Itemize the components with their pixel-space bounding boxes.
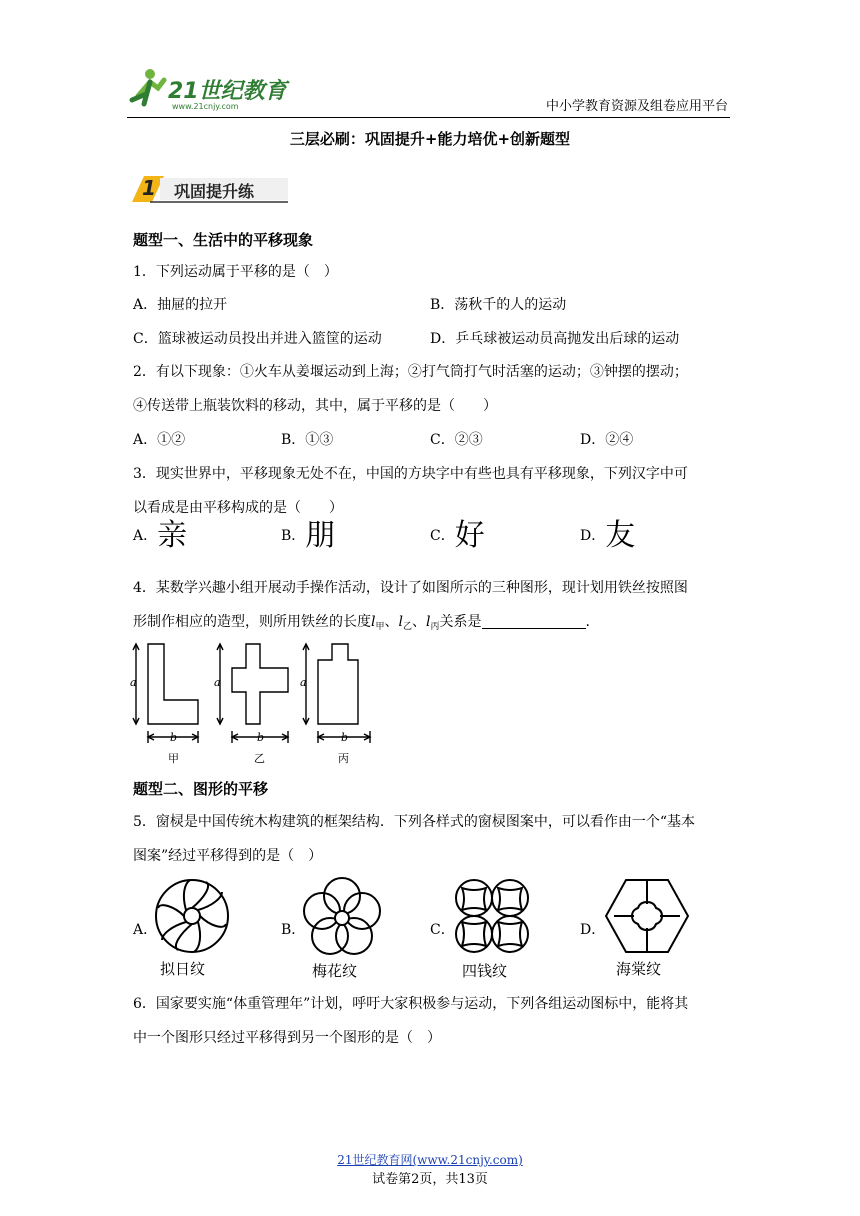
question-3-option-c	[430, 518, 485, 553]
separator: 、	[384, 614, 399, 630]
platform-name: 中小学教育资源及组卷应用平台	[545, 99, 728, 114]
banner-number: 1	[142, 176, 156, 200]
answer-blank	[482, 614, 586, 629]
plum-blossom-pattern-icon	[302, 876, 382, 956]
logo	[128, 66, 288, 116]
banner-label: 巩固提升练	[174, 182, 255, 201]
question-6-line-2: 中一个图形只经过平移得到另一个图形的是（ ）	[133, 1030, 441, 1046]
shape-bing	[318, 644, 358, 724]
question-5-option-b: B．	[281, 922, 306, 938]
caption-coins: 四钱纹	[462, 962, 508, 980]
section-title-1: 题型一、生活中的平移现象	[133, 231, 314, 249]
option-char: 好	[454, 518, 485, 553]
question-5-line-2: 图案”经过平移得到的是（ ）	[133, 848, 323, 864]
figure-label-bing: 丙	[338, 752, 349, 765]
question-4-line-1: 4．某数学兴趣小组开展动手操作活动，设计了如图所示的三种图形，现计划用铁丝按照图	[133, 580, 688, 596]
length-symbol: l	[398, 614, 403, 630]
header-divider	[127, 117, 730, 118]
subscript: 乙	[402, 622, 412, 632]
question-3-option-a	[133, 518, 188, 553]
question-4-line-2	[133, 612, 733, 637]
dimension-a-label: a	[300, 676, 307, 689]
question-5-option-a: A．	[133, 922, 158, 938]
question-5-line-1: 5．窗棂是中国传统木构建筑的框架结构．下列各样式的窗棂图案中，可以看作由一个“基本	[133, 814, 696, 830]
separator: 、	[412, 614, 426, 630]
section-banner	[130, 174, 290, 204]
logo-url: www.21cnjy.com	[172, 102, 239, 111]
question-3-option-b	[281, 518, 336, 553]
subscript: 甲	[375, 622, 385, 632]
logo-text: 21世纪教育	[168, 79, 287, 104]
question-1-option-d: D．乒乓球被运动员高抛发出后球的运动	[430, 331, 680, 347]
question-2-option-d: D．②④	[580, 432, 634, 448]
question-1-option-b: B．荡秋千的人的运动	[430, 297, 567, 313]
caption-niri: 拟日纹	[160, 960, 206, 978]
period: .	[585, 614, 590, 630]
option-char: 友	[605, 518, 636, 553]
question-4-figure	[128, 638, 388, 770]
shape-yi	[232, 644, 288, 724]
subscript: 丙	[430, 622, 440, 632]
dimension-a-label: a	[214, 676, 221, 689]
niri-pattern-icon	[152, 876, 232, 956]
question-2-line-2: ④传送带上瓶装饮料的移动，其中，属于平移的是（ ）	[133, 398, 497, 414]
question-1-option-a: A．抽屉的拉开	[133, 297, 228, 313]
question-3-line-1: 3．现实世界中，平移现象无处不在，中国的方块字中有些也具有平移现象，下列汉字中可	[133, 466, 688, 482]
length-symbol: l	[371, 614, 376, 630]
caption-begonia: 海棠纹	[616, 960, 662, 978]
option-char: 亲	[157, 518, 188, 553]
question-2-line-1: 2．有以下现象：①火车从姜堰运动到上海；②打气筒打气时活塞的运动；③钟摆的摆动；	[133, 364, 688, 380]
question-4-text: 关系是	[439, 614, 482, 630]
question-1-option-c: C．篮球被运动员投出并进入篮筐的运动	[133, 331, 382, 347]
dimension-a-label: a	[130, 676, 137, 689]
section-title-2: 题型二、图形的平移	[133, 780, 269, 798]
dimension-b-label: b	[341, 731, 349, 744]
figure-label-jia: 甲	[168, 752, 179, 765]
question-2-option-a: A．①②	[133, 432, 186, 448]
question-4-text: 形制作相应的造型，则所用铁丝的长度	[133, 614, 371, 630]
question-2-option-c: C．②③	[430, 432, 483, 448]
caption-plum: 梅花纹	[312, 962, 358, 980]
four-coins-pattern-icon	[452, 876, 532, 956]
page-number: 试卷第2页，共13页	[372, 1172, 488, 1187]
dimension-b-label: b	[170, 731, 178, 744]
option-letter: D．	[580, 528, 606, 544]
length-symbol: l	[426, 614, 431, 630]
question-1-stem: 1．下列运动属于平移的是（ ）	[133, 264, 338, 280]
question-5-option-d: D．	[580, 922, 606, 938]
question-3-option-d	[580, 518, 636, 553]
option-char: 朋	[305, 518, 336, 553]
page-title: 三层必刷：巩固提升+能力培优+创新题型	[289, 130, 571, 148]
question-2-option-b: B．①③	[281, 432, 334, 448]
question-3-line-2: 以看成是由平移构成的是（ ）	[133, 500, 343, 516]
question-5-option-c: C．	[430, 922, 455, 938]
option-letter: C．	[430, 528, 455, 544]
begonia-pattern-icon	[604, 876, 690, 956]
footer-link[interactable]: 21世纪教育网(www.21cnjy.com)	[337, 1153, 523, 1167]
shape-jia	[148, 644, 198, 724]
option-letter: A．	[133, 528, 158, 544]
dimension-b-label: b	[257, 731, 265, 744]
question-6-line-1: 6．国家要实施“体重管理年”计划，呼吁大家积极参与运动，下列各组运动图标中，能将其	[133, 996, 689, 1012]
option-letter: B．	[281, 528, 306, 544]
figure-label-yi: 乙	[254, 752, 265, 765]
